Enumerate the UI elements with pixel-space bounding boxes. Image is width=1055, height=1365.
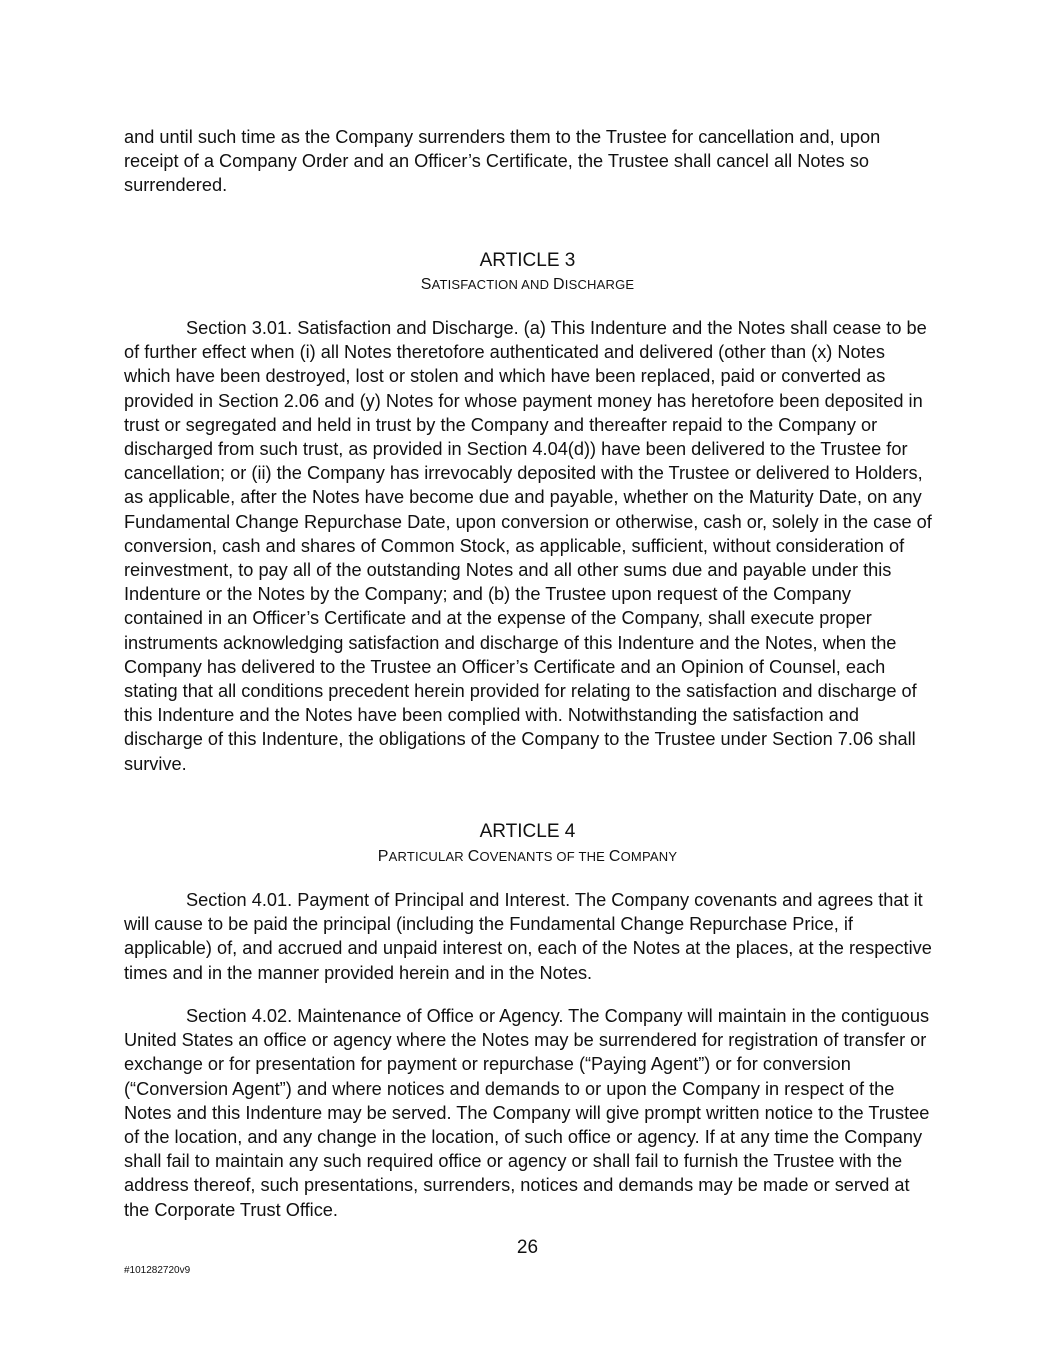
page-number: 26 xyxy=(516,1237,539,1258)
article-3-heading: ARTICLE 3 xyxy=(479,250,576,271)
paragraph-section-4-02: Section 4.02. Maintenance of Office or Agency. The Company will maintain in the contiguous United States an office or agency where the Notes may be surrendered for registration of transfer or exchange or for presentation for payment or repurchase (“Paying Agent”) or for conversion (“Conversion Agent”) and where notices and demands to or upon the Company in respect of the Notes and this Indenture may be served. The Company will give prompt written notice to the Trustee of the location, and any change in the location, of such office or agency. If at any time the Company shall fail to maintain any such required office or agency or shall fail to furnish the Trustee with the address thereof, such presentations, surrenders, notices and demands may be made or served at the Corporate Trust Office. xyxy=(124,1006,930,1220)
paragraph-section-3-01: Section 3.01. Satisfaction and Discharge. (a) This Indenture and the Notes shall cease to be of further effect when (i) all Notes theretofore authenticated and delivered (other than (x) Notes which have been destroyed, lost or stolen and which have been replaced, paid or converted as provided in Section 2.06 and (y) Notes for whose payment money has heretofore been deposited in trust or segregated and held in trust by the Company and thereafter repaid to the Company or discharged from such trust, as provided in Section 4.04(d)) have been delivered to the Trustee for cancellation; or (ii) the Company has irrevocably deposited with the Trustee or delivered to Holders, as applicable, after the Notes have become due and payable, whether on the Maturity Date, on any Fundamental Change Repurchase Date, upon conversion or otherwise, cash or, solely in the case of conversion, cash and shares of Common Stock, as applicable, sufficient, without consideration of reinvestment, to pay all of the outstanding Notes and all other sums due and payable under this Indenture or the Notes by the Company; and (b) the Trustee upon request of the Company contained in an Officer’s Certificate and at the expense of the Company, shall execute proper instruments acknowledging satisfaction and discharge of this Indenture and the Notes, when the Company has delivered to the Trustee an Officer’s Certificate and an Opinion of Counsel, each stating that all conditions precedent herein provided for relating to the satisfaction and discharge of this Indenture and the Notes have been complied with. Notwithstanding the satisfaction and discharge of this Indenture, the obligations of the Company to the Trustee under Section 7.06 shall survive. xyxy=(124,318,932,774)
paragraph-intro: and until such time as the Company surrenders them to the Trustee for cancellation and, upon receipt of a Company Order and an Officer’s Certificate, the Trustee shall cancel all Notes so surrendered. xyxy=(124,127,881,196)
paragraph-section-4-01: Section 4.01. Payment of Principal and Interest. The Company covenants and agrees that it will cause to be paid the principal (including the Fundamental Change Repurchase Price, if applicable) of, and accrued and unpaid interest on, each of the Notes at the places, at the respective times and in the manner provided herein and in the Notes. xyxy=(124,890,932,983)
document-id: #101282720v9 xyxy=(124,1265,191,1276)
article-3-title: SATISFACTION AND DISCHARGE xyxy=(420,276,635,293)
article-4-title: PARTICULAR COVENANTS OF THE COMPANY xyxy=(377,848,678,865)
article-4-heading: ARTICLE 4 xyxy=(479,821,576,842)
